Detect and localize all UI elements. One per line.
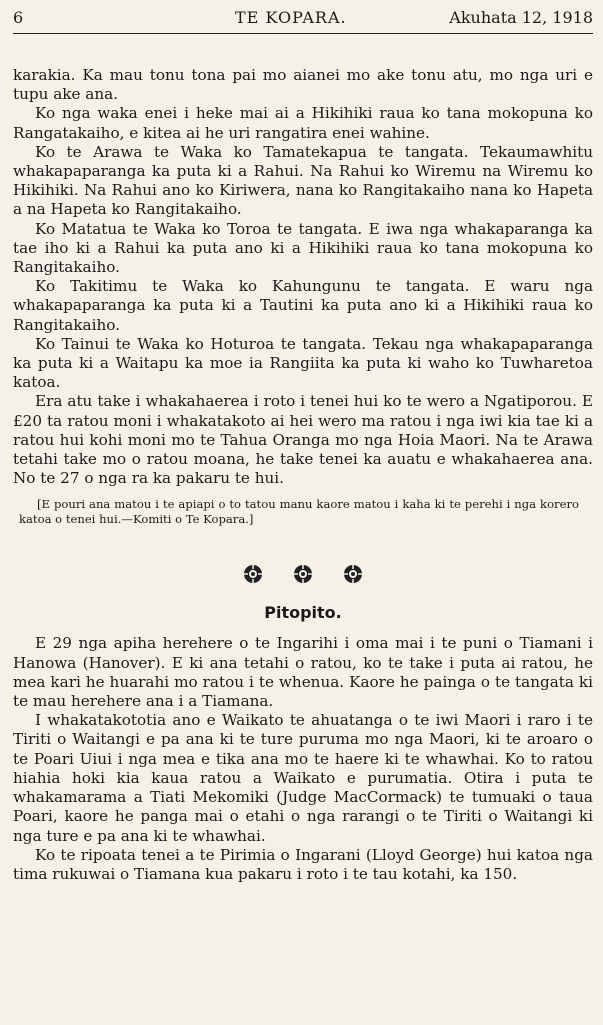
paragraph: Ko Takitimu te Waka ko Kahungunu te tangata. E waru nga whakapaparanga ka puta ki a Tautini ka puta ano ki a Hikihiki raua ko Rangitakaiho. bbox=[13, 277, 593, 334]
publication-title: TE KOPARA. bbox=[235, 8, 347, 27]
newspaper-page bbox=[13, 6, 593, 884]
article-hui bbox=[13, 66, 593, 488]
article-pitopito bbox=[13, 634, 593, 884]
paragraph: I whakatakototia ano e Waikato te ahuatanga o te iwi Maori i raro i te Tiriti o Waitangi e pa ana ki te ture puruma mo nga Maori, ki te aroaro o te Poari Uiui i nga mea e tika ana mo te haere ki te whawhai. Ko to ratou hiahia hoki kia kaua ratou a Waikato e purumatia. Otira i puta te whakamarama a Tiati Mekomiki (Judge MacCormack) te tumuaki o taua Poari, kaore he panga mai o etahi o nga rarangi o te Tiriti o Waitangi ki nga ture e pa ana ki te whawhai. bbox=[13, 711, 593, 845]
paragraph: Ko te Arawa te Waka ko Tamatekapua te tangata. Tekaumawhitu whakapaparanga ka puta ki a Rahui. Na Rahui ko Wiremu na Wiremu ko Hikihiki. Na Rahui ano ko Kiriwera, nana ko Rangitakaiho nana ko Hapeta a na Hapeta ko Rangitakaiho. bbox=[13, 142, 593, 219]
paragraph: Ko Tainui te Waka ko Hoturoa te tangata. Tekau nga whakapaparanga ka puta ki a Waitapu ka moe ia Rangiita ka puta ki waho ko Tuwharetoa katoa. bbox=[13, 334, 593, 392]
ornament-divider bbox=[13, 563, 593, 587]
page-number: 6 bbox=[13, 8, 24, 27]
paragraph: Ko Matatua te Waka ko Toroa te tangata. E iwa nga whakaparanga ka tae iho ki a Rahui ka puta ano ki a Hikihiki raua ko tana mokopuna ko Rangitakaiho. bbox=[13, 219, 593, 277]
paragraph: karakia. Ka mau tonu tona pai mo aianei mo ake tonu atu, mo nga uri e tupu ake ana. bbox=[13, 66, 593, 104]
editorial-note: [E pouri ana matou i te apiapi o to tatou manu kaore matou i kaha ki te perehi i nga korero katoa o tenei hui.—Komiti o Te Kopara.] bbox=[19, 497, 579, 527]
flower-ornament-icon bbox=[242, 563, 264, 585]
paragraph: Ko nga waka enei i heke mai ai a Hikihiki raua ko tana mokopuna ko Rangatakaiho, e kitea ai he uri rangatira enei wahine. bbox=[13, 104, 593, 142]
page-header bbox=[13, 6, 593, 34]
paragraph: E 29 nga apiha herehere o te Ingarihi i oma mai i te puni o Tiamani i Hanowa (Hanover). E ki ana tetahi o ratou, ko te take i puta ai ratou, he mea kari he huarahi mo ratou i te whenua. Kaore he painga o te tangata ki te mau herehere ana i a Tiamana. bbox=[13, 634, 593, 711]
section-title: Pitopito. bbox=[264, 603, 342, 623]
header-rule bbox=[13, 33, 593, 34]
flower-ornament-icon bbox=[342, 563, 364, 585]
paragraph: Era atu take i whakahaerea i roto i tenei hui ko te wero a Ngatiporou. E £20 ta ratou moni i whakatakoto ai hei wero ma ratou i nga iwi kia tae ki a ratou hui kohi moni mo te Tahua Oranga mo nga Hoia Maori. Na te Arawa tetahi take mo o ratou moana, he take tenei ka auatu e whakahaerea ana. No te 27 o nga ra ka pakaru te hui. bbox=[13, 392, 593, 488]
flower-ornament-icon bbox=[292, 563, 314, 585]
paragraph: Ko te ripoata tenei a te Pirimia o Ingarani (Lloyd George) hui katoa nga tima rukuwai o Tiamana kua pakaru i roto i te tau kotahi, ka 150. bbox=[13, 845, 593, 883]
issue-date: Akuhata 12, 1918 bbox=[449, 8, 593, 27]
